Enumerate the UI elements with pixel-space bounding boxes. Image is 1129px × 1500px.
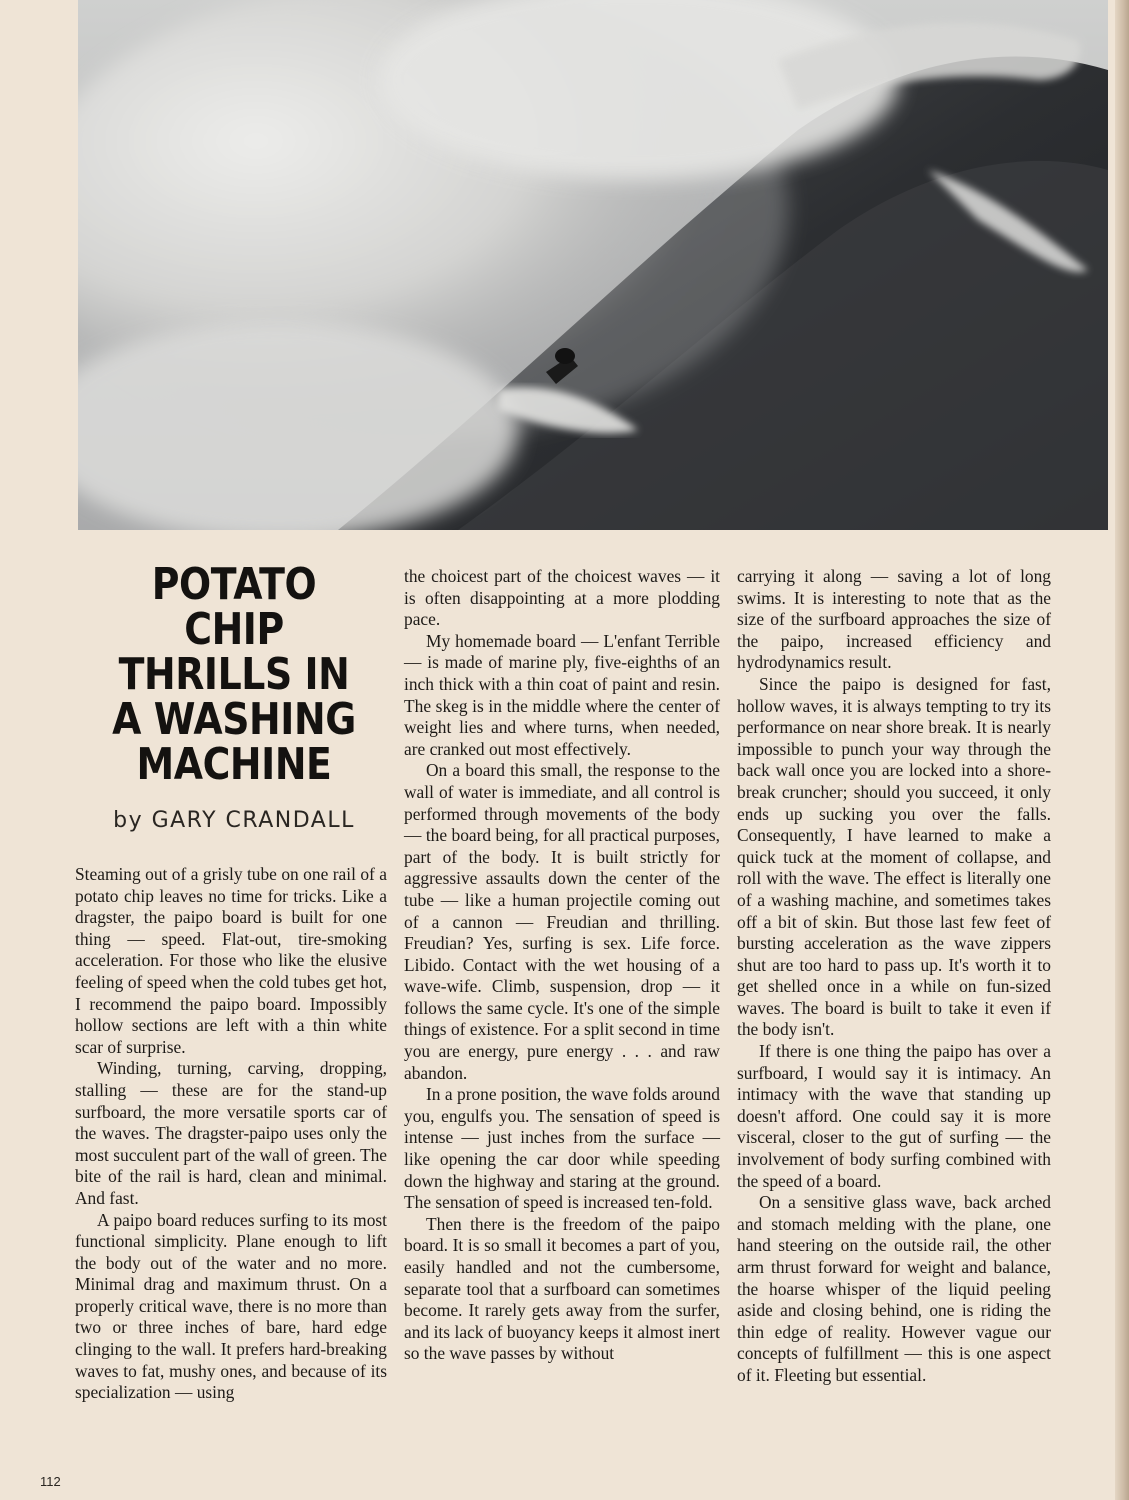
paragraph: My homemade board — L'enfant Terrible — is made of marine ply, five-eighths of an inch thick with a thin coat of paint and resin. The skeg is in the middle where the center of weight lies and where turns, when needed, are cranked out most effectively.: [404, 630, 720, 759]
paragraph: Steaming out of a grisly tube on one rail of a potato chip leaves no time for tricks. Like a dragster, the paipo board is built for one thing — speed. Flat-out, tire-smoking acceleration. For those who like the elusive feeling of speed when the cold tubes get hot, I recommend the paipo board. Impossibly hollow sections are left with a thin white scar of surprise.: [75, 864, 387, 1057]
article-title: POTATO CHIP THRILLS IN A WASHING MACHINE: [112, 559, 356, 790]
paragraph: Since the paipo is designed for fast, hollow waves, it is always tempting to try its performance on near shore break. It is nearly impossible to punch your way through the back wall once you are locked into a shore-break cruncher; should you succeed, it only ends up sucking you over the falls. Consequently, I have learned to make a quick tuck at the moment of collapse, and roll with the wave. The effect is literally one of a washing machine, and sometimes takes off a bit of skin. But those last few feet of bursting acceleration as the wave zippers shut are too hard to pass up. It's worth it to get shelled once in a while on fun-sized waves. The board is built to take it even if the body isn't.: [737, 673, 1051, 1040]
text-column-2: [404, 566, 720, 1365]
text-column-3: [737, 566, 1051, 1387]
paragraph: If there is one thing the paipo has over a surfboard, I would say it is intimacy. An intimacy with the wave that standing up doesn't afford. One could say it is more visceral, closer to the gut of surfing — the involvement of body surfing combined with the speed of a board.: [737, 1041, 1051, 1191]
paragraph: A paipo board reduces surfing to its most functional simplicity. Plane enough to lift the body out of the water and no more. Minimal drag and maximum thrust. On a properly critical wave, there is no more than two or three inches of bare, hard edge clinging to the wall. It prefers hard-breaking waves to fat, mushy ones, and because of its specialization — using: [75, 1209, 387, 1403]
article-byline: by GARY CRANDALL: [113, 808, 355, 833]
paragraph: Then there is the freedom of the paipo board. It is so small it becomes a part of you, easily handled and not the cumbersome, separate tool that a surfboard can sometimes become. It rarely gets away from the surfer, and its lack of buoyancy keeps it almost inert so the wave passes by without: [404, 1213, 720, 1364]
surfer-in-wave-image: [78, 0, 1108, 530]
text-column-1: [75, 864, 387, 1404]
paragraph: carrying it along — saving a lot of long swims. It is interesting to note that as the size of the surfboard approaches the size of the paipo, increased efficiency and hydrodynamics result.: [737, 566, 1051, 673]
paragraph: the choicest part of the choicest waves — it is often disappointing at a more plodding pace.: [404, 566, 720, 630]
paragraph: In a prone position, the wave folds around you, engulfs you. The sensation of speed is intense — just inches from the surface — like opening the car door while speeding down the highway and staring at the ground. The sensation of speed is increased ten-fold.: [404, 1084, 720, 1213]
paragraph: Winding, turning, carving, dropping, stalling — these are for the stand-up surfboard, the more versatile sports car of the waves. The dragster-paipo uses only the most succulent part of the wall of green. The bite of the rail is hard, clean and minimal. And fast.: [75, 1058, 387, 1208]
wave-photo: [78, 0, 1108, 530]
page-edge: [1115, 0, 1129, 1500]
page-number: 112: [40, 1474, 61, 1489]
paragraph: On a sensitive glass wave, back arched and stomach melding with the plane, one hand steering on the outside rail, the other arm thrust forward for weight and balance, the hoarse whisper of the liquid peeling aside and closing behind, one is riding the thin edge of reality. However vague our concepts of fulfillment — this is one aspect of it. Fleeting but essential.: [737, 1192, 1051, 1385]
paragraph: On a board this small, the response to the wall of water is immediate, and all control is performed through movements of the body — the board being, for all practical purposes, part of the body. It is built strictly for aggressive assaults down the center of the tube — like a human projectile coming out of a cannon — Freudian and thrilling. Freudian? Yes, surfing is sex. Life force. Libido. Contact with the wet housing of a wave-wife. Climb, suspension, drop — it follows the same cycle. It's one of the simple things of existence. For a split second in time you are energy, pure energy . . . and raw abandon.: [404, 760, 720, 1083]
